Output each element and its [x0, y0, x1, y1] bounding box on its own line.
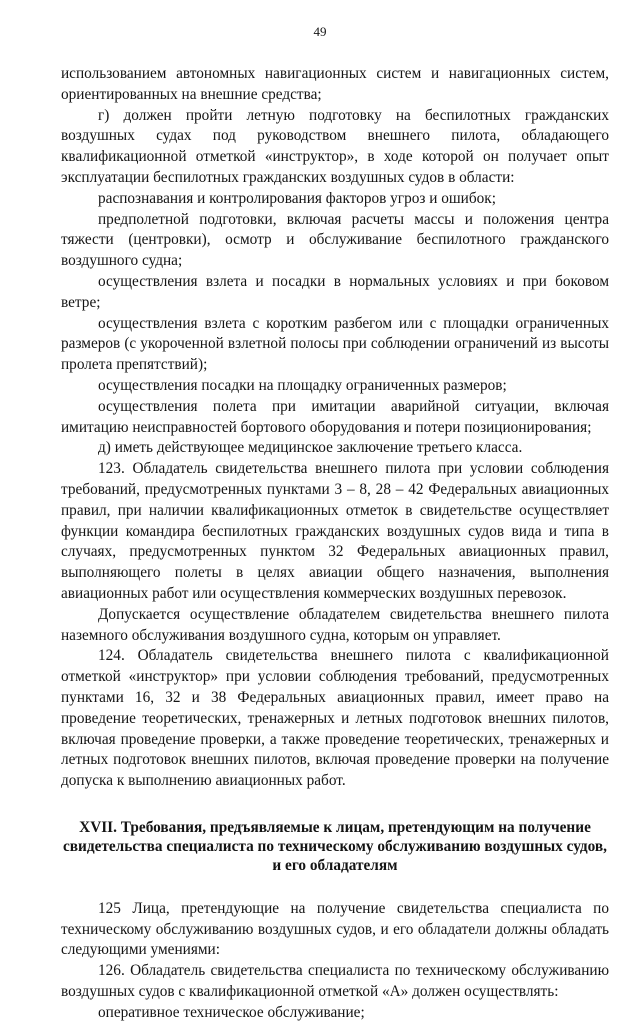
paragraph: д) иметь действующее медицинское заключение третьего класса. [98, 439, 523, 457]
section-heading-line: XVII. Требования, предъявляемые к лицам, претендующим на получение [79, 818, 591, 836]
paragraph: осуществления взлета с коротким разбегом или с площадки ограниченных размеров (с укороченной взлетной полосы при соблюдении ограничений из высоты пролета препятствий); [61, 314, 609, 374]
paragraph: предполетной подготовки, включая расчеты массы и положения центра тяжести (центровки), осмотр и обслуживание беспилотного гражданского воздушного судна; [61, 210, 609, 270]
paragraph: использованием автономных навигационных систем и навигационных систем, ориентированных на внешние средства; [61, 65, 609, 103]
paragraphs-before-heading [61, 64, 609, 792]
section-heading [61, 818, 609, 875]
page-number: 49 [313, 24, 327, 39]
paragraph: осуществления полета при имитации аварийной ситуации, включая имитацию неисправностей бортового оборудования и потери позиционирования; [61, 397, 609, 436]
paragraph: оперативное техническое обслуживание; [98, 1003, 365, 1021]
paragraph: распознавания и контролирования факторов угроз и ошибок; [98, 189, 496, 207]
paragraph: 124. Обладатель свидетельства внешнего пилота с квалификационной отметкой «инструктор» при условии соблюдения требований, предусмотренных пунктами 16, 32 и 38 Федеральных авиационных правил, имеет право на проведение теоретических, тренажерных и летных подготовок внешних пилотов, включая проведение проверки, а также проведение теоретических, тренажерных и летных подготовок внешних пилотов, включая проведение проверки на получение допуска к выполнению авиационных работ. [61, 647, 609, 790]
paragraphs-after-heading [61, 899, 609, 1024]
section-heading-line: свидетельства специалиста по техническому обслуживанию воздушных судов, [62, 837, 608, 855]
paragraph: осуществления посадки на площадку ограниченных размеров; [98, 376, 507, 394]
section-heading-line: и его обладателям [272, 856, 398, 874]
paragraph: 125 Лица, претендующие на получение свидетельства специалиста по техническому обслуживанию воздушных судов, и его обладатели должны обладать следующими умениями: [61, 899, 609, 959]
paragraph: 123. Обладатель свидетельства внешнего пилота при условии соблюдения требований, предусмотренных пунктами 3 – 8, 28 – 42 Федеральных авиационных правил, при наличии квалификационных отметок в свидетельстве осуществляет функции командира беспилотных гражданских воздушных судов вида и типа в случаях, предусмотренных пунктом 32 Федеральных авиационных правил, выполняющего полеты в целях авиации общего назначения, выполнения авиационных работ или осуществления коммерческих воздушных перевозок. [61, 460, 609, 602]
paragraph: 126. Обладатель свидетельства специалиста по техническому обслуживанию воздушных судов с квалификационной отметкой «А» должен осуществлять: [61, 962, 609, 1001]
paragraph: осуществления взлета и посадки в нормальных условиях и при боковом ветре; [61, 272, 609, 311]
paragraph: г) должен пройти летную подготовку на беспилотных гражданских воздушных судах под руководством внешнего пилота, обладающего квалификационной отметкой «инструктор», в ходе которой он получает опыт эксплуатации беспилотных гражданских воздушных судов в области: [61, 106, 609, 186]
document-body [61, 64, 609, 1024]
paragraph: Допускается осуществление обладателем свидетельства внешнего пилота наземного обслуживания воздушного судна, которым он управляет. [61, 605, 609, 644]
